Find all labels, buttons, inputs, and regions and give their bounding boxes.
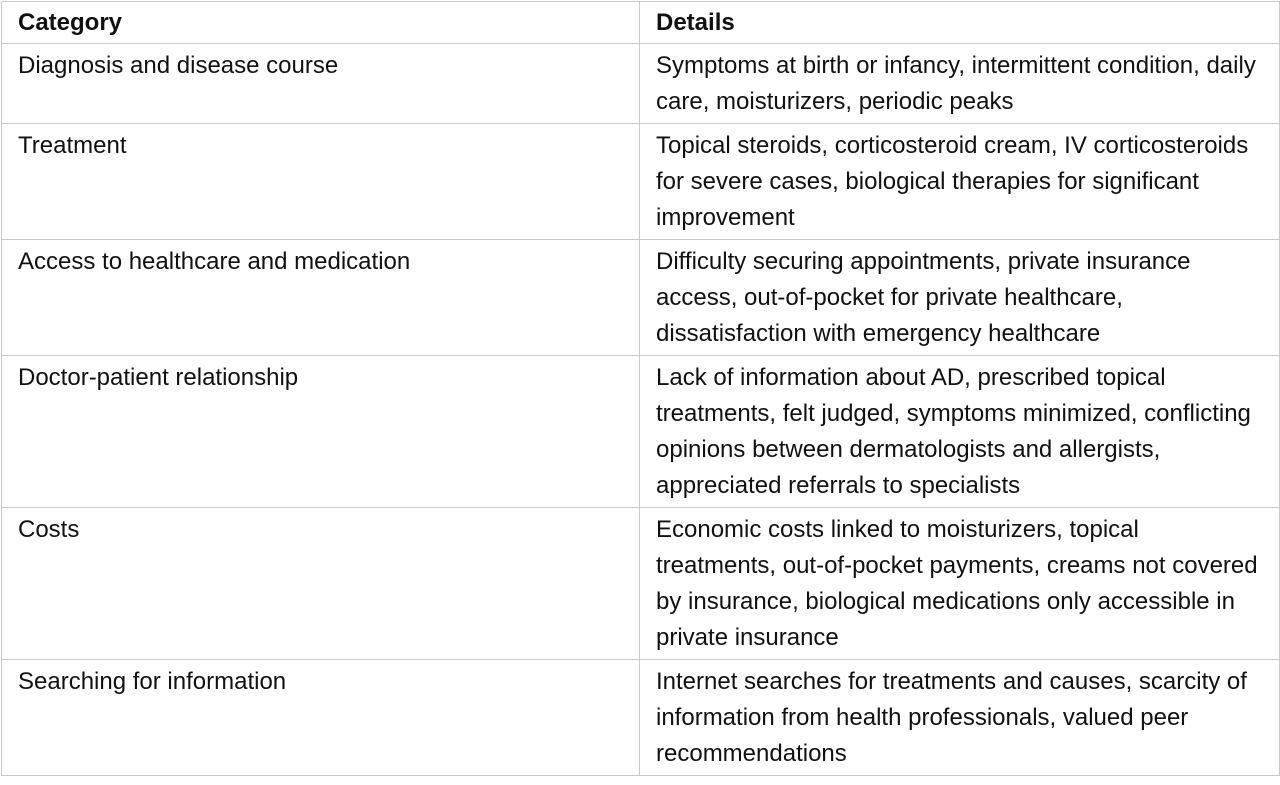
header-category: Category (2, 2, 640, 44)
category-details-table (1, 1, 1280, 776)
table-row (2, 44, 1280, 124)
category-cell: Searching for information (2, 660, 640, 776)
details-cell: Symptoms at birth or infancy, intermittent condition, daily care, moisturizers, periodic peaks (640, 44, 1280, 124)
table-row (2, 660, 1280, 776)
table-row (2, 356, 1280, 508)
table-row (2, 508, 1280, 660)
details-cell: Difficulty securing appointments, private insurance access, out-of-pocket for private healthcare, dissatisfaction with emergency healthcare (640, 240, 1280, 356)
category-cell: Treatment (2, 124, 640, 240)
table-container (0, 1, 1280, 785)
table-header-row (2, 2, 1280, 44)
category-cell: Costs (2, 508, 640, 660)
category-cell: Access to healthcare and medication (2, 240, 640, 356)
details-cell: Economic costs linked to moisturizers, topical treatments, out-of-pocket payments, creams not covered by insurance, biological medications only accessible in private insurance (640, 508, 1280, 660)
details-cell: Lack of information about AD, prescribed topical treatments, felt judged, symptoms minimized, conflicting opinions between dermatologists and allergists, appreciated referrals to specialists (640, 356, 1280, 508)
header-details: Details (640, 2, 1280, 44)
table-row (2, 240, 1280, 356)
details-cell: Internet searches for treatments and causes, scarcity of information from health professionals, valued peer recommendations (640, 660, 1280, 776)
category-cell: Doctor-patient relationship (2, 356, 640, 508)
table-row (2, 124, 1280, 240)
details-cell: Topical steroids, corticosteroid cream, IV corticosteroids for severe cases, biological therapies for significant improvement (640, 124, 1280, 240)
category-cell: Diagnosis and disease course (2, 44, 640, 124)
